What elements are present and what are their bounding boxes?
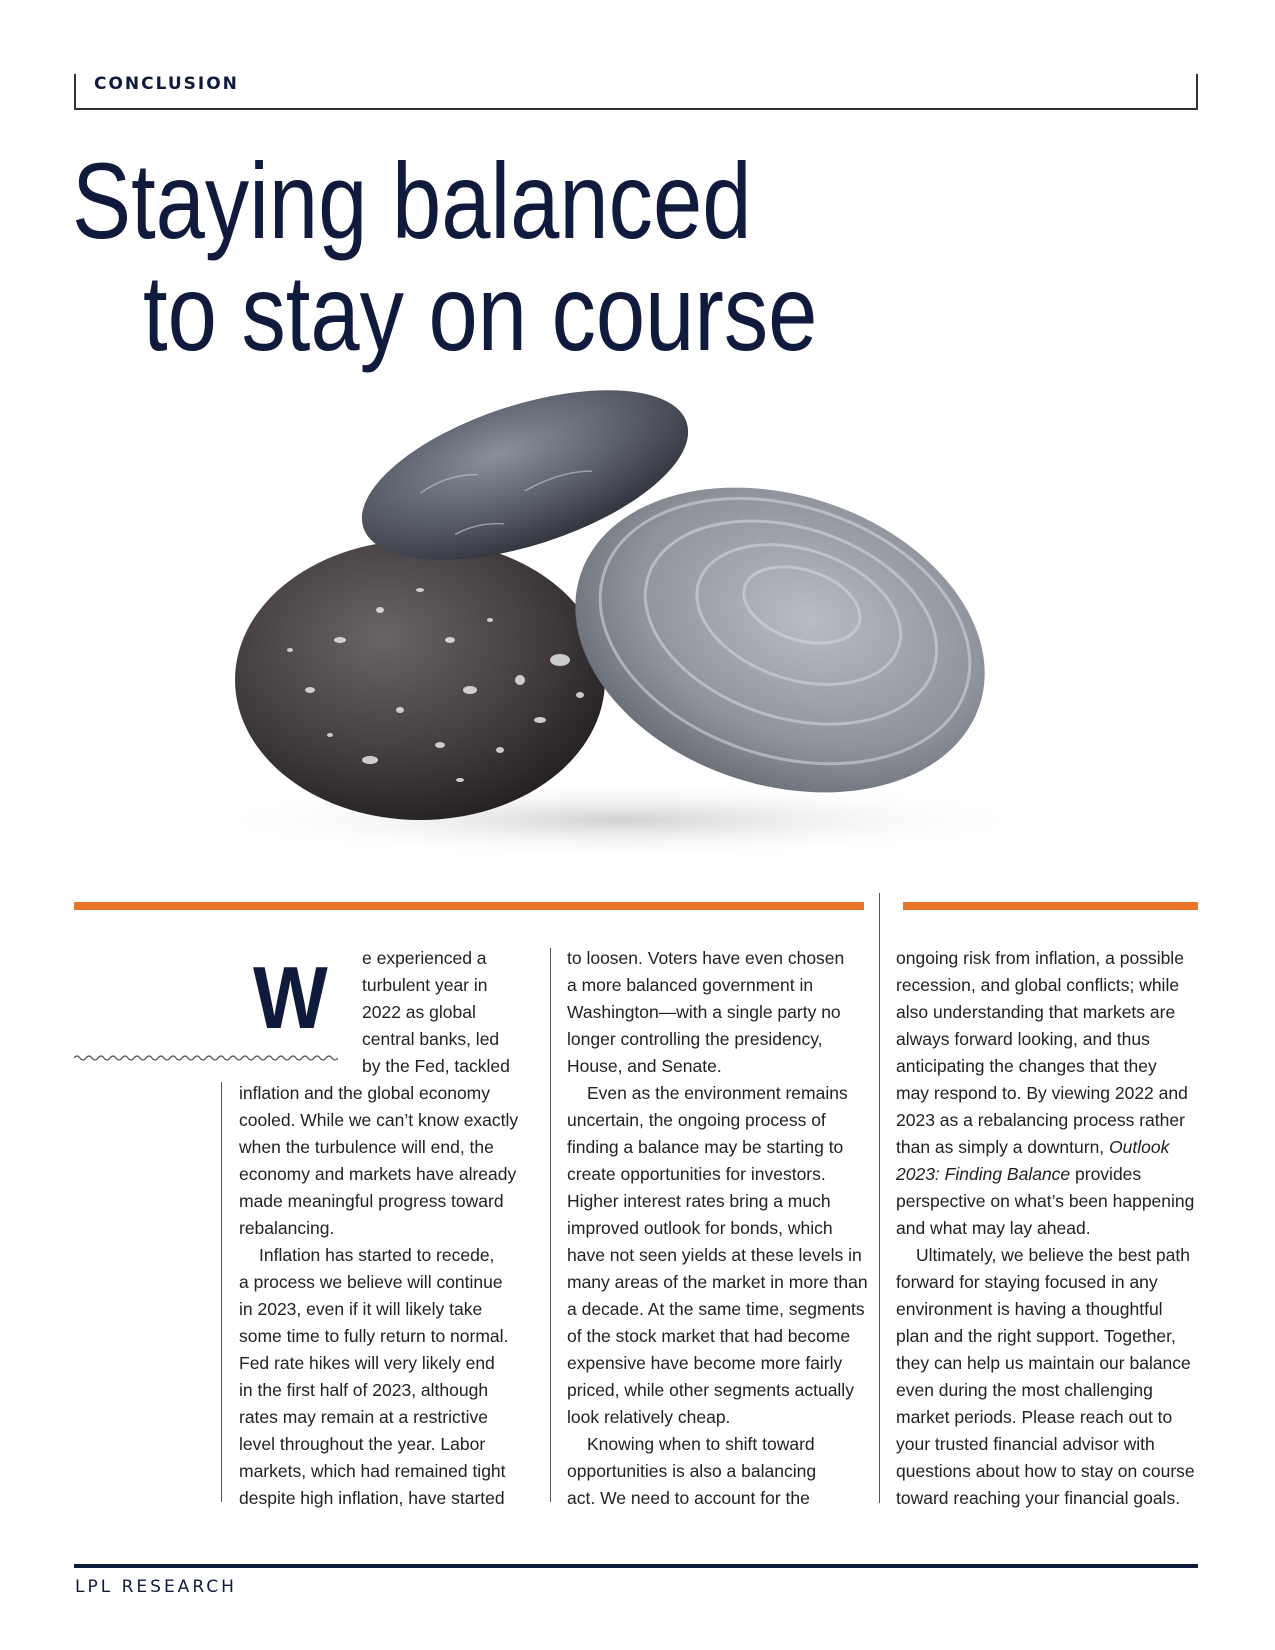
text-line: central banks, led: [362, 1029, 500, 1049]
text-line: environment is having a thoughtful: [896, 1299, 1163, 1319]
text-line: level throughout the year. Labor: [239, 1434, 486, 1454]
text-line: longer controlling the presidency,: [567, 1029, 823, 1049]
text-line: finding a balance may be starting to: [567, 1137, 844, 1157]
paragraph: [896, 945, 1201, 1242]
text-line: anticipating the changes that they: [896, 1056, 1157, 1076]
section-header: [74, 74, 1198, 110]
text-line: despite high inflation, have started: [239, 1488, 505, 1508]
text-line: many areas of the market in more than: [567, 1272, 868, 1292]
text-line: forward for staying focused in any: [896, 1272, 1158, 1292]
text-line: look relatively cheap.: [567, 1407, 731, 1427]
text-line: perspective on what’s been happening: [896, 1191, 1195, 1211]
text-fragment: provides: [1070, 1164, 1142, 1184]
footer-rule: [74, 1564, 1198, 1568]
text-line: Fed rate hikes will very likely end: [239, 1353, 495, 1373]
text-line: Inflation has started to recede,: [259, 1245, 495, 1265]
text-line: a decade. At the same time, segments: [567, 1299, 865, 1319]
text-line: recession, and global conflicts; while: [896, 975, 1180, 995]
orange-rule-left: [74, 902, 864, 910]
footer-label: LPL RESEARCH: [75, 1577, 237, 1597]
text-line: turbulent year in: [362, 975, 488, 995]
text-line: rates may remain at a restrictive: [239, 1407, 488, 1427]
column-2: [567, 945, 872, 1512]
text-line: toward reaching your financial goals.: [896, 1488, 1181, 1508]
text-line: [896, 1161, 1201, 1188]
text-line: have not seen yields at these levels in: [567, 1245, 862, 1265]
orange-rule-right: [903, 902, 1198, 910]
column-1-lead: [362, 945, 542, 1080]
text-line: House, and Senate.: [567, 1056, 722, 1076]
publication-title: 2023: Finding Balance: [896, 1164, 1071, 1184]
balanced-stones-image: [140, 350, 1140, 870]
text-line: some time to fully return to normal.: [239, 1326, 509, 1346]
text-line: a process we believe will continue: [239, 1272, 503, 1292]
text-line: ongoing risk from inflation, a possible: [896, 948, 1184, 968]
dark-speckled-stone: [235, 540, 605, 820]
text-line: plan and the right support. Together,: [896, 1326, 1176, 1346]
text-line: made meaningful progress toward: [239, 1191, 504, 1211]
text-line: priced, while other segments actually: [567, 1380, 854, 1400]
text-line: act. We need to account for the: [567, 1488, 810, 1508]
text-line: Washington—with a single party no: [567, 1002, 841, 1022]
text-fragment: than as simply a downturn,: [896, 1137, 1105, 1157]
text-line: cooled. While we can’t know exactly: [239, 1110, 519, 1130]
page-title-line-1: Staying balanced: [72, 140, 752, 261]
text-line: markets, which had remained tight: [239, 1461, 506, 1481]
text-line: economy and markets have already: [239, 1164, 517, 1184]
text-line: also understanding that markets are: [896, 1002, 1176, 1022]
text-line: always forward looking, and thus: [896, 1029, 1150, 1049]
text-line: they can help us maintain our balance: [896, 1353, 1191, 1373]
page-title-line-2: to stay on course: [143, 252, 818, 373]
paragraph: [239, 1242, 539, 1512]
column-divider: [221, 1082, 222, 1502]
text-line: rebalancing.: [239, 1218, 335, 1238]
paragraph: [896, 1242, 1201, 1512]
text-line: when the turbulence will end, the: [239, 1137, 494, 1157]
text-line: and what may lay ahead.: [896, 1218, 1091, 1238]
text-line: Ultimately, we believe the best path: [916, 1245, 1190, 1265]
text-line: improved outlook for bonds, which: [567, 1218, 833, 1238]
text-line: may respond to. By viewing 2022 and: [896, 1083, 1188, 1103]
paragraph: [567, 945, 872, 1080]
column-3: [896, 945, 1201, 1512]
text-line: of the stock market that had become: [567, 1326, 851, 1346]
drop-cap: W: [253, 948, 328, 1047]
paragraph: [567, 1431, 872, 1512]
text-line: opportunities is also a balancing: [567, 1461, 817, 1481]
paragraph: [567, 1080, 872, 1431]
text-line: your trusted financial advisor with: [896, 1434, 1155, 1454]
text-line: 2022 as global: [362, 1002, 476, 1022]
text-line: in 2023, even if it will likely take: [239, 1299, 483, 1319]
column-1: [239, 1080, 539, 1512]
text-line: even during the most challenging: [896, 1380, 1153, 1400]
text-line: inflation and the global economy: [239, 1083, 491, 1103]
text-line: to loosen. Voters have even chosen: [567, 948, 845, 968]
wavy-divider: [74, 1054, 338, 1062]
text-line: Higher interest rates bring a much: [567, 1191, 831, 1211]
section-label: CONCLUSION: [94, 74, 239, 94]
text-line: market periods. Please reach out to: [896, 1407, 1173, 1427]
column-divider: [879, 893, 880, 1503]
text-line: in the first half of 2023, although: [239, 1380, 489, 1400]
publication-title: Outlook: [1109, 1137, 1170, 1157]
column-divider: [550, 948, 551, 1502]
text-line: by the Fed, tackled: [362, 1056, 510, 1076]
text-line: questions about how to stay on course: [896, 1461, 1195, 1481]
text-line: [896, 1134, 1201, 1161]
text-line: 2023 as a rebalancing process rather: [896, 1110, 1185, 1130]
text-line: Knowing when to shift toward: [587, 1434, 815, 1454]
text-line: expensive have become more fairly: [567, 1353, 843, 1373]
text-line: a more balanced government in: [567, 975, 814, 995]
text-line: uncertain, the ongoing process of: [567, 1110, 826, 1130]
text-line: e experienced a: [362, 948, 487, 968]
paragraph: [239, 1080, 539, 1242]
text-line: Even as the environment remains: [587, 1083, 848, 1103]
text-line: create opportunities for investors.: [567, 1164, 826, 1184]
